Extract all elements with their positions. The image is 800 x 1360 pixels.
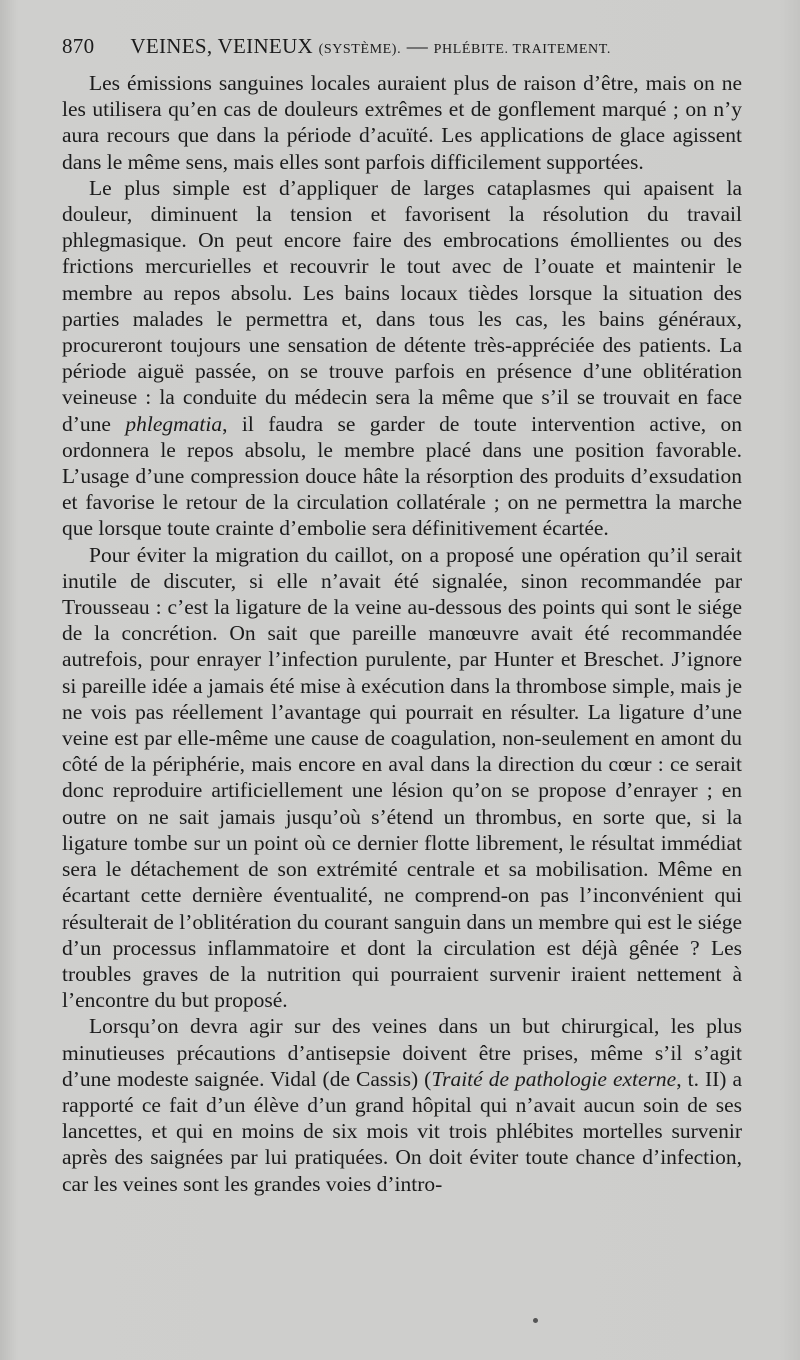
body-text <box>62 70 742 1197</box>
running-head-section: PHLÉBITE. TRAITEMENT. <box>433 42 611 57</box>
paragraph-4 <box>62 1013 742 1196</box>
paragraph-2-italic: phlegmatia <box>125 411 223 436</box>
paragraph-2 <box>62 175 742 542</box>
ink-speck <box>533 1318 538 1323</box>
paragraph-4-part-a: Lorsqu’on devra agir sur des veines dans un but chirurgical, les plus minutieuses précautions d’antisepsie doivent être prises, même s’il s’agit d’une modeste saignée. Vidal (de Cassis) ( <box>62 1014 742 1091</box>
running-head-main: VEINES, VEINEUX <box>130 34 313 58</box>
paragraph-1: Les émissions sanguines locales auraient plus de raison d’être, mais on ne les utilisera qu’en cas de douleurs extrêmes et de gonflement marqué ; on n’y aura recours que dans la période d’acuïté. Les applications de glace agissent dans le même sens, mais elles sont parfois difficilement supportées. <box>62 71 742 174</box>
paragraph-2-part-b: , il faudra se garder de toute intervention active, on ordonnera le repos absolu, le membre placé dans une position favorable. L’usage d’une compression douce hâte la résorption des produits d’exsudation et favorise le retour de la circulation collatérale ; on ne permettra la marche que lorsque toute crainte d’embolie sera définitivement écartée. <box>62 411 742 541</box>
running-header <box>62 34 762 59</box>
running-head-paren: (SYSTÈME). <box>318 42 402 57</box>
paragraph-3: Pour éviter la migration du caillot, on a proposé une opération qu’il serait inutile de discuter, si elle n’avait été signalée, sinon recommandée par Trousseau : c’est la ligature de la veine au-dessous des points qui sont le siége de la concrétion. On sait que pareille manœuvre avait été recommandée autrefois, pour enrayer l’infection purulente, par Hunter et Breschet. J’ignore si pareille idée a jamais été mise à exécution dans la thrombose simple, mais je ne vois pas réellement l’avantage qui pourrait en résulter. La ligature d’une veine est par elle-même une cause de coagulation, non-seulement en amont du côté de la périphérie, mais encore en aval dans la direction du cœur : ce serait donc reproduire artificiellement une lésion qu’on se propose d’enrayer ; en outre on ne sait jamais jusqu’où s’étend un thrombus, en sorte que, si la ligature tombe sur un point où ce dernier flotte librement, le résultat immédiat sera le détachement de son extrémité centrale et sa mobilisation. Même en écartant cette dernière éventualité, ne comprend-on pas l’inconvénient qui résulterait de l’oblitération du courant sanguin dans un membre qui est le siége d’un processus inflammatoire et dont la circulation est déjà gênée ? Les troubles graves de la nutrition qui pourraient survenir iraient nettement à l’encontre du but proposé. <box>62 542 742 1013</box>
paragraph-4-part-b: , t. II) a rapporté ce fait d’un élève d’un grand hôpital qui n’avait aucun soin de ses lancettes, et qui en moins de six mois vit trois phlébites mortelles survenir après des saignées par lui pratiquées. On doit éviter toute chance d’infection, car les veines sont les grandes voies d’intro- <box>62 1066 742 1196</box>
page-number: 870 <box>62 34 95 58</box>
running-head-title <box>130 34 611 59</box>
running-head-dash: — <box>406 34 429 58</box>
paragraph-2-part-a: Le plus simple est d’appliquer de larges cataplasmes qui apaisent la douleur, diminuent la tension et favorisent la résolution du travail phlegmasique. On peut encore faire des embrocations émollientes ou des frictions mercurielles et recouvrir le tout avec de l’ouate et maintenir le membre au repos absolu. Les bains locaux tièdes lorsque la situation des parties malades le permettra et, dans tous les cas, les bains généraux, procureront toujours une sensation de détente très-appréciée des patients. La période aiguë passée, on se trouve parfois en présence d’une oblitération veineuse : la conduite du médecin sera la même que s’il se trouvait en face d’une <box>62 175 742 436</box>
paragraph-4-italic: Traité de pathologie externe <box>431 1066 677 1091</box>
